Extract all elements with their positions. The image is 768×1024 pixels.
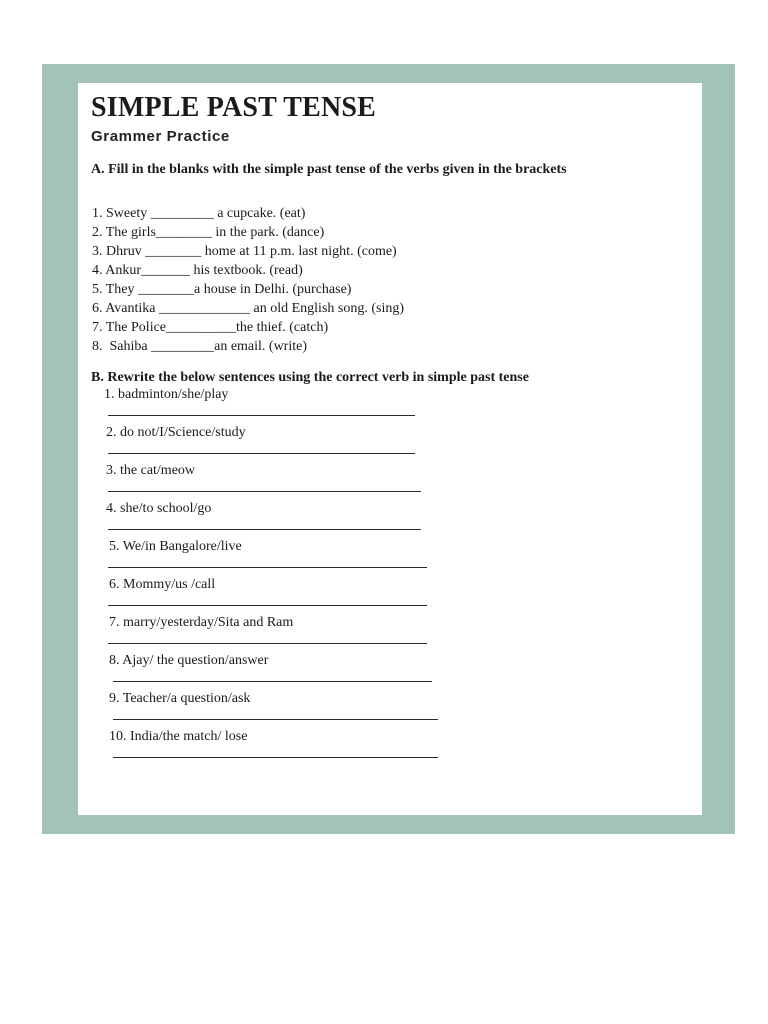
answer-line-5 bbox=[108, 567, 427, 568]
fill-blank-item-8: 8. Sahiba _________an email. (write) bbox=[92, 339, 308, 354]
answer-line-6 bbox=[108, 605, 427, 606]
answer-line-8 bbox=[113, 681, 432, 682]
rewrite-item-5: 5. We/in Bangalore/live bbox=[109, 539, 242, 554]
rewrite-item-6: 6. Mommy/us /call bbox=[109, 577, 216, 592]
worksheet-title: SIMPLE PAST TENSE bbox=[91, 92, 377, 123]
answer-line-10 bbox=[113, 757, 438, 758]
worksheet-page bbox=[78, 83, 702, 815]
rewrite-item-4: 4. she/to school/go bbox=[106, 501, 212, 516]
worksheet-subtitle: Grammer Practice bbox=[91, 128, 230, 145]
answer-line-2 bbox=[108, 453, 415, 454]
section-b-heading: B. Rewrite the below sentences using the correct verb in simple past tense bbox=[91, 370, 529, 385]
answer-line-9 bbox=[113, 719, 438, 720]
rewrite-item-7: 7. marry/yesterday/Sita and Ram bbox=[109, 615, 294, 630]
rewrite-item-2: 2. do not/I/Science/study bbox=[106, 425, 246, 440]
fill-blank-item-2: 2. The girls________ in the park. (dance) bbox=[92, 225, 325, 240]
fill-blank-item-3: 3. Dhruv ________ home at 11 p.m. last night. (come) bbox=[92, 244, 397, 259]
answer-line-1 bbox=[108, 415, 415, 416]
section-a-heading: A. Fill in the blanks with the simple past tense of the verbs given in the brackets bbox=[91, 162, 567, 177]
fill-blank-item-5: 5. They ________a house in Delhi. (purchase) bbox=[92, 282, 352, 297]
rewrite-item-8: 8. Ajay/ the question/answer bbox=[109, 653, 269, 668]
fill-blank-item-6: 6. Avantika _____________ an old English song. (sing) bbox=[92, 301, 404, 316]
rewrite-item-1: 1. badminton/she/play bbox=[104, 387, 229, 402]
worksheet-border bbox=[42, 64, 735, 834]
answer-line-4 bbox=[108, 529, 421, 530]
answer-line-3 bbox=[108, 491, 421, 492]
fill-blank-item-1: 1. Sweety _________ a cupcake. (eat) bbox=[92, 206, 306, 221]
fill-blank-item-7: 7. The Police__________the thief. (catch) bbox=[92, 320, 329, 335]
rewrite-item-9: 9. Teacher/a question/ask bbox=[109, 691, 251, 706]
rewrite-item-3: 3. the cat/meow bbox=[106, 463, 196, 478]
fill-blank-item-4: 4. Ankur_______ his textbook. (read) bbox=[92, 263, 303, 278]
rewrite-item-10: 10. India/the match/ lose bbox=[109, 729, 248, 744]
answer-line-7 bbox=[108, 643, 427, 644]
